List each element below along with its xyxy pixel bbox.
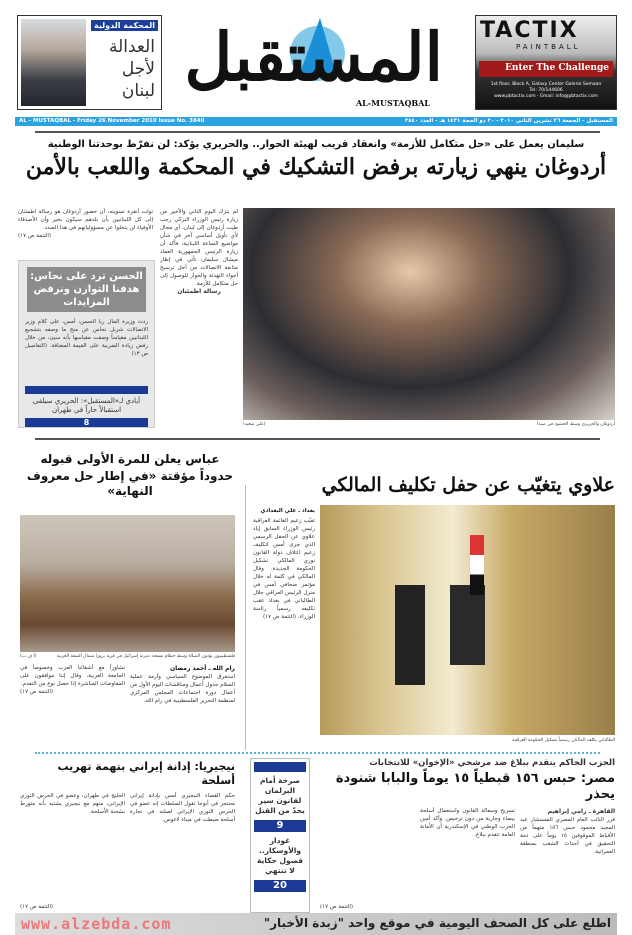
- figure: [450, 585, 485, 665]
- continued-note[interactable]: (التتمة ص ١٧): [18, 233, 52, 239]
- promo-traffic-law[interactable]: صرخة أمام البرلمان لقانون سير يحدّ من القتل: [255, 776, 305, 815]
- hassan-box: [18, 260, 155, 428]
- promo-page-number[interactable]: 9: [254, 820, 306, 832]
- tactix-challenge: Enter The Challenge: [479, 61, 613, 77]
- egypt-headline[interactable]: مصر: حبس ١٥٦ قبطياً ١٥ يوماً والبابا شنودة يحذر: [335, 771, 615, 802]
- continued-note[interactable]: (التتمة ص ١٧): [20, 904, 54, 910]
- photo-credit: (علي سعيد): [243, 422, 266, 427]
- dateline-bar: [15, 117, 617, 126]
- abbas-body-text2: تشاوراً مع أشقائنا العرب وخصوصاً في الجامعة العربية، وقال إننا موافقون على المفاوضات المباشرة إذا حصل نوع من التقدم.: [20, 665, 125, 687]
- egypt-byline: القاهرة ـ رامي إبراهيم: [547, 808, 615, 815]
- egypt-story: [320, 758, 615, 911]
- lead-header: [15, 138, 617, 206]
- logo-arabic: المستقبل: [184, 18, 443, 96]
- continued-note[interactable]: (التتمة ص ١٧): [320, 904, 354, 910]
- lead-subhead: سليمان يعمل على «حل متكامل للأزمة» وانعقاد قريب لهيئة الحوار.. والحريري يؤكد: لن نفرّط بوحدتنا الوطنية: [47, 139, 585, 150]
- egypt-columns: [320, 807, 615, 911]
- egypt-body-text: قرر النائب العام المصري المستشار عبد المجيد محمود حبس ١٥٦ متهماً من الأقباط الموقوفين ١٥ يوماً على ذمة التحقيق في أحداث الشغب بمنطقة العمرانية.: [520, 817, 615, 855]
- egypt-body-text2: تسريح وسفالة القانون واستعمال أسلحة بيضاء وجارية من دون ترخيص. وأكد أمين الحزب الوطني في الإسكندرية أن الأمانة العامة تتقدم ببلاغ.: [420, 808, 515, 838]
- divider: [35, 438, 600, 440]
- tactix-web: www.pbtactix.com - Email: info@pbtactix.com: [494, 94, 598, 99]
- hassan-body-text: ردت وزيرة المال ريا الحسن، أمس، على كلام وزير الاتصالات شربل نحاس عن منح ما وصفه بتشجيع اللبنانيين مقياساً وصفت مقياسها بأنه سيئ، من خلال رفض زيادة الضريبة على القيمة المضافة.: [25, 319, 148, 349]
- allawi-body: [253, 517, 315, 748]
- lead-crosshead: رسالة اطمئنان: [177, 288, 221, 295]
- newspaper-logo: [180, 18, 455, 113]
- alzebda-banner[interactable]: [15, 913, 617, 935]
- promo-sidebar: [250, 758, 310, 913]
- abbas-photo-caption: [20, 654, 235, 660]
- alzebda-url[interactable]: www.alzebda.com: [21, 915, 172, 933]
- continued-note[interactable]: (التتمة ص ١٧): [262, 614, 297, 620]
- logo-english: AL-MUSTAQBAL: [355, 98, 430, 108]
- tactix-subtitle: PAINTBALL: [516, 43, 581, 51]
- photo-credit: (أ ف ب): [20, 654, 37, 659]
- caption-text: فلسطينيون يؤدون الصلاة وسط حطام مسجد دمرته إسرائيل في قرية بزوزا شمال الضفة الغربية: [56, 654, 235, 659]
- promo-godard[interactable]: غودار والأوسكار.. فصول حكاية لا تنتهي: [256, 836, 304, 875]
- lead-headline[interactable]: أردوغان ينهي زيارته برفض التشكيك في المحكمة واللعب بالأمن: [25, 154, 607, 180]
- tactix-title: TACTIX: [480, 18, 579, 43]
- slogan-line: العدالة: [108, 37, 155, 57]
- allawi-photo-caption: الطالباني يكلف المالكي رسمياً تشكيل الحكومة العراقية: [512, 738, 615, 743]
- nigeria-story: [20, 760, 235, 911]
- hassan-body: [25, 318, 148, 382]
- tactix-tel: Tel: 70/144606: [529, 88, 563, 93]
- lead-body-col1: [160, 208, 238, 428]
- column-divider: [245, 485, 246, 750]
- abbas-byline: رام الله ـ أحمد رمضان: [169, 665, 235, 672]
- erdogan-crowd-photo: [243, 208, 615, 420]
- abbas-col1: [130, 664, 235, 749]
- lead-body2: تولت أنقرة تسويته، أن حضور أردوغان هو رسالة اطمئنان إلى كل اللبنانيين بأن بلدهم سيكون بخير وأن الأصدقاء الأوفياء لن يتخلوا عن مسؤولياتهم في هذا الصدد.: [18, 209, 153, 231]
- divider: [35, 131, 600, 133]
- dateline-english: AL - MUSTAQBAL - Friday 26 November 2010 Issue No. 3840: [19, 118, 205, 124]
- tribunal-tag: المحكمة الدولية: [91, 20, 158, 31]
- abbas-headline[interactable]: حدوداً مؤقتة «في إطار حل معروف النهاية»: [26, 469, 234, 498]
- nigeria-body-col1: [130, 792, 235, 911]
- promo-bar: [254, 762, 306, 772]
- egypt-body-col3: [320, 807, 415, 911]
- abbas-kicker: عباس يعلن للمرة الأولى قبوله: [40, 452, 220, 466]
- nigeria-headline[interactable]: نيجيريا: إدانة إيراني بتهمة تهريب أسلحة: [57, 760, 235, 787]
- nigeria-body-text2: الخليج في طهران، وعضو في الحرس الثوري الإيراني، متهم مع نيجيري يشتبه بأنه متورط بشحنة الأسلحة.: [20, 793, 125, 815]
- allawi-body-text2: وقال المالكي في كلمة له خلال مؤتمر صحافي أمس في منزل الرئيس العراقي جلال الطالباني في بغداد عقب تكليفه رسمياً رئاسة الوزراء.: [253, 566, 315, 620]
- nigeria-columns: [20, 792, 235, 911]
- abbas-body-text: استغرق الموضوع السياسي وأزمة عملية السلام جدول أعمال ومناقشات اليوم الأول من أعمال دورة اجتماعات المجلس المركزي لمنظمة التحرير الفلسطينية في رام الله.: [130, 674, 235, 704]
- tactix-ad[interactable]: [475, 15, 617, 110]
- ad-slogan: [109, 36, 155, 102]
- promo-page-number[interactable]: 20: [254, 880, 306, 892]
- allawi-body-text: تغيّب زعيم القائمة العراقية رئيس الوزراء السابق إياد علاوي عن الحفل الرسمي الذي جرى أمس لتكليف زعيم ائتلاف دولة القانون نوري المالكي تشكيل الحكومة الجديدة.: [253, 518, 315, 572]
- hariri-portrait: [21, 19, 86, 106]
- continued-note[interactable]: (التفاصيل ص ١٣): [25, 343, 148, 357]
- abbas-header: [20, 452, 240, 512]
- tactix-address: 1st floor, Block A, Galaxy Center Galerie Semaan: [490, 82, 602, 87]
- promo-bar: [25, 386, 148, 394]
- promo-hariri-text[interactable]: أبادي لـ«المستقبل»: الحريري سيلقى استقبالاً حاراً في طهران: [32, 397, 141, 414]
- allawi-byline: بغداد ـ علي البغدادي: [260, 508, 315, 514]
- prayer-ruins-photo: [20, 515, 235, 652]
- nigeria-body-text: حكم القضاء النيجيري أمس بإدانة إيراني محتجز في أبوجا تقول السلطات إنه عضو في الحرس الثوري الإيراني لصلته في تجارة أسلحة ضبطت في ميناء لاغوس.: [130, 793, 235, 823]
- lead-photo-caption: [243, 422, 615, 427]
- maliki-talabani-photo: [320, 505, 615, 735]
- promo-page-number[interactable]: 8: [25, 418, 148, 428]
- hassan-headline[interactable]: الحسن ترد على نحاس: هدفنا التوازن ونرفض المزايدات: [27, 267, 146, 312]
- nigeria-body-col2: [20, 792, 125, 911]
- slogan-line: لأجل: [121, 59, 155, 79]
- caption-text: أردوغان والحريري وسط الحشود في صيدا: [537, 422, 615, 427]
- tactix-info: [479, 82, 613, 100]
- lead-body-col2: [18, 208, 153, 256]
- iraqi-flag: [470, 535, 484, 595]
- slogan-line: لبنان: [121, 81, 155, 101]
- alzebda-message: اطلع على كل الصحف اليومية في موقع واحد "زبدة الأخبار": [263, 916, 611, 930]
- egypt-kicker: الحزب الحاكم يتقدم ببلاغ ضد مرشحي «الإخوان» للانتخابات: [369, 758, 615, 768]
- egypt-body-col1: [520, 807, 615, 911]
- abbas-body-col1: [130, 673, 235, 749]
- figure: [395, 585, 425, 685]
- abbas-body-col2: [20, 664, 125, 749]
- egypt-body-col2: [420, 807, 515, 911]
- divider: [35, 752, 600, 754]
- allawi-headline[interactable]: علاوي يتغيّب عن حفل تكليف المالكي: [321, 474, 615, 496]
- dateline-arabic: المستقبل - الجمعة ٢٦ تشرين الثاني ٢٠١٠ - ٢٠ ذو الحجة ١٤٣١ هـ - العدد ٣٨٤٠: [404, 118, 613, 124]
- hariri-tribunal-ad[interactable]: [17, 15, 162, 110]
- continued-note[interactable]: (التتمة ص ١٧): [20, 689, 54, 695]
- lead-body: لم يترك اليوم الثاني والأخير من زيارة رئيس الوزراء التركي رجب طيب أردوغان إلى لبنان، أي مجال لأي تأويل أساسي آخر في شأن مواضيع الساعة اللبنانية، فأكد أن زيارة الرئيس الجمهورية العماد ميشال سليمان تأتي في إطار متابعة الاتصالات من أجل ترسيخ أجواء التهدئة والحوار للوصول إلى حل متكامل للأزمة.: [160, 209, 238, 287]
